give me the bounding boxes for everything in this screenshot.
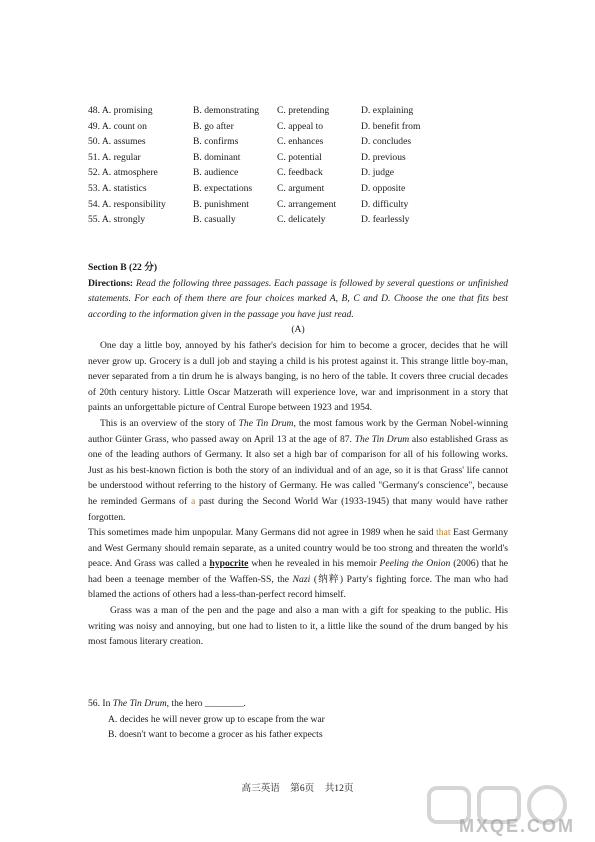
choice-a: A. decides he will never grow up to escape from the war <box>108 713 325 725</box>
option-row <box>88 134 528 150</box>
passage-label: (A) <box>291 324 305 336</box>
option-cell: 55. A. strongly <box>88 214 146 226</box>
footer-subject: 高三英语 <box>241 783 280 794</box>
paragraph-1: One day a little boy, annoyed by his father's decision for him to become a grocer, decides that he will never grow up. Grocery is a dull job and staying a child is his protest against it. This strange little boy-man, never separated from a tin drum he is always banging, is no hero of the table. It covers three crucial decades of 20th century history. Little Oscar Matzerath will experience love, war and imprisonment in a story that paints an unforgettable picture of Central Europe between 1923 and 1954. <box>88 339 508 414</box>
option-cell: B. casually <box>193 214 236 226</box>
question-text: , the hero ________. <box>166 698 246 709</box>
p2-text-b: , the most famous work by the German Nobel-winning author Günter Grass, who passed away on April 13 at the age of 87. <box>88 417 508 445</box>
highlighted-word: a <box>190 495 196 507</box>
section-title: Section B (22 分) <box>88 262 158 273</box>
p3-text-a: This sometimes made him unpopular. Many Germans did not agree in 1989 when he said <box>88 527 437 539</box>
option-cell: D. difficulty <box>361 198 409 210</box>
option-cell: C. appeal to <box>277 120 324 132</box>
footer-page: 第6页 <box>290 783 315 794</box>
option-cell: 51. A. regular <box>88 151 141 163</box>
option-cell: 54. A. responsibility <box>88 198 166 210</box>
question-stem <box>88 696 508 712</box>
choice-b: B. doesn't want to become a grocer as his father expects <box>108 729 323 741</box>
option-cell: C. enhances <box>277 136 324 148</box>
option-cell: B. go after <box>193 120 234 132</box>
option-cell: D. judge <box>361 167 395 179</box>
paragraph-2 <box>88 416 508 525</box>
footer-total: 共12页 <box>324 783 354 794</box>
p2-text-c: also established Grass as one of the leading authors of Germany. It also set a high bar of comparison for all of his following works. Just as his best-known fiction is both the story of an individual and of an age, so it is that Grass' life cannot be understood without referring to the history of Germany. He was called "Germany's conscience", because he reminded Germans of <box>88 433 508 507</box>
memoir-title: Peeling the Onion <box>379 558 451 570</box>
option-row <box>88 165 528 181</box>
p3-text-b: East Germany and West Germany should remain separate, as a united country would be too strong and threaten the world's peace. And Grass was called a <box>88 527 508 570</box>
p3-text-c: when he revealed in his memoir <box>248 558 380 570</box>
highlighted-word: that <box>436 527 451 539</box>
directions-label: Directions: <box>88 277 134 289</box>
option-cell: D. explaining <box>361 105 414 116</box>
directions <box>88 276 508 323</box>
option-row <box>88 181 528 197</box>
option-cell: C. arrangement <box>277 198 337 210</box>
option-cell: B. confirms <box>193 136 239 148</box>
p3-text-d: (2006) that he had been a teenage member of the Waffen-SS, the <box>88 558 508 585</box>
book-title: The Tin Drum <box>238 417 294 429</box>
option-cell: B. audience <box>193 167 239 179</box>
option-row <box>88 103 528 119</box>
book-title: The Tin Drum <box>112 698 167 709</box>
directions-text: Read the following three passages. Each passage is followed by several questions or unfinished statements. For each of them there are four choices marked A, B, C and D. Choose the one that fits best according to the information given in the passage you have just read. <box>88 277 508 320</box>
option-cell: D. previous <box>361 151 406 163</box>
p3-text-e: (纳粹) Party's fighting force. The man who had blamed the actions of others had a less-than-perfect record himself. <box>88 573 508 601</box>
option-cell: C. pretending <box>277 105 330 116</box>
book-title: The Tin Drum <box>354 433 410 445</box>
option-cell: D. fearlessly <box>361 214 410 226</box>
option-cell: B. punishment <box>193 198 249 210</box>
option-cell: 49. A. count on <box>88 120 147 132</box>
reading-section <box>88 260 508 650</box>
option-cell: 48. A. promising <box>88 105 153 116</box>
option-row <box>88 197 528 213</box>
question-number: 56. In <box>88 698 113 709</box>
option-cell: 52. A. atmosphere <box>88 167 158 179</box>
nazi-word: Nazi <box>292 573 311 585</box>
option-cell: C. delicately <box>277 214 326 226</box>
option-cell: C. argument <box>277 182 325 194</box>
option-cell: B. expectations <box>193 182 253 194</box>
option-row <box>88 212 528 228</box>
option-cell: D. concludes <box>361 136 412 148</box>
watermark-text: MXQE.COM <box>458 816 575 836</box>
option-cell: 53. A. statistics <box>88 182 147 194</box>
option-cell: D. benefit from <box>361 120 421 132</box>
options-table <box>88 103 528 228</box>
paragraph-3 <box>88 525 508 603</box>
option-cell: C. potential <box>277 151 322 163</box>
option-cell: C. feedback <box>277 167 323 179</box>
option-cell: B. dominant <box>193 151 241 163</box>
question-56 <box>88 696 508 743</box>
option-row <box>88 150 528 166</box>
option-row <box>88 119 528 135</box>
p2-text-a: This is an overview of the story of <box>100 417 239 429</box>
p2-text-d: past during the Second World War (1933-1945) that many would have rather forgotten. <box>88 495 508 523</box>
underlined-word: hypocrite <box>209 558 249 570</box>
option-cell: B. demonstrating <box>193 105 260 116</box>
option-cell: 50. A. assumes <box>88 136 146 148</box>
option-cell: D. opposite <box>361 182 406 194</box>
paragraph-4: Grass was a man of the pen and the page and also a man with a gift for speaking to the public. His writing was noisy and annoying, but one had to listen to it, a little like the sound of the drum banged by his most famous literary creation. <box>88 605 508 648</box>
